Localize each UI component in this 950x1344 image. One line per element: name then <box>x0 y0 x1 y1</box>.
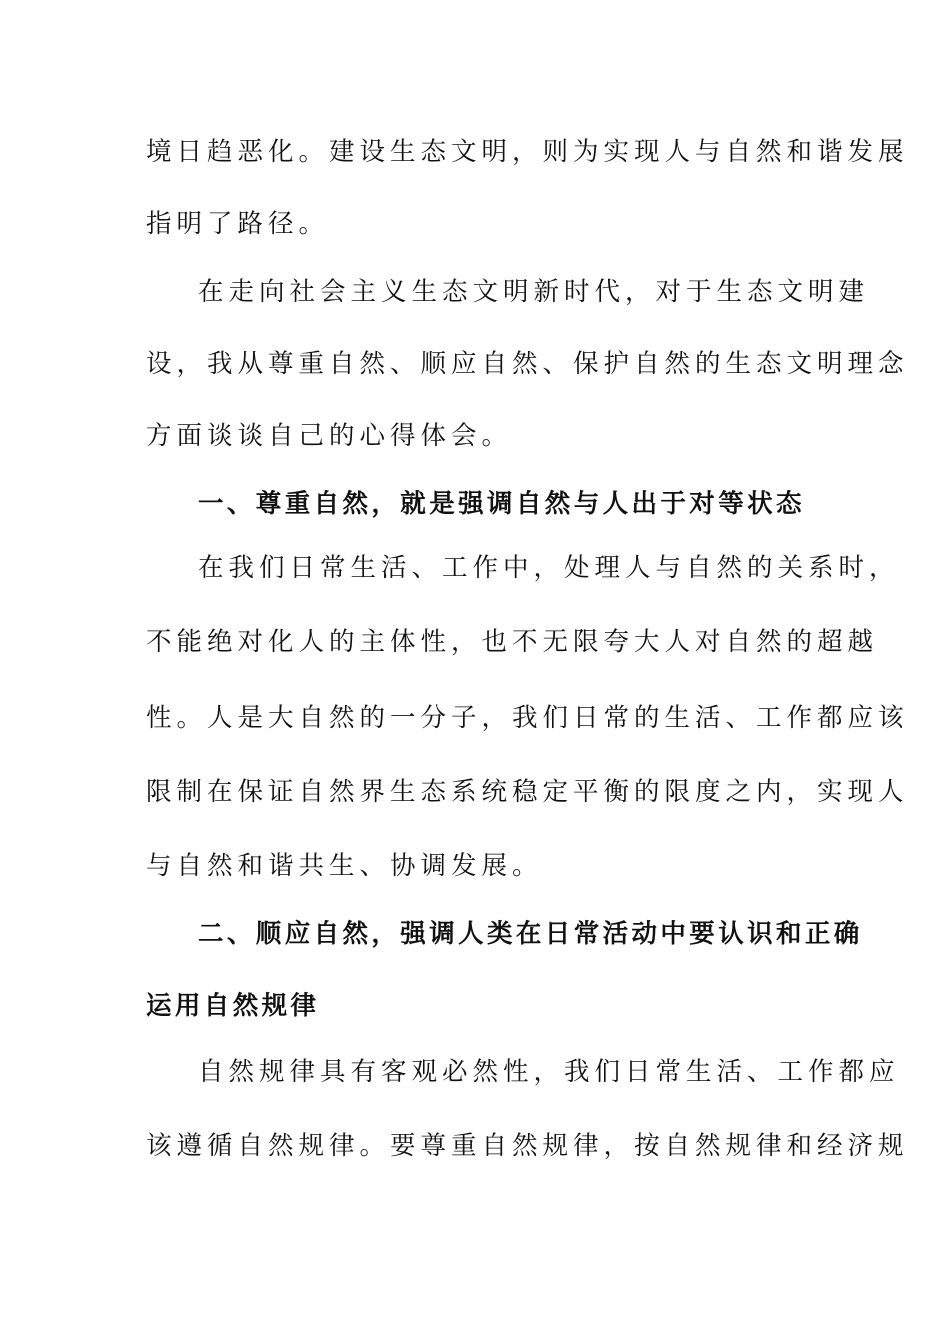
section-heading-1: 一、尊重自然，就是强调自然与人出于对等状态 <box>198 489 805 519</box>
paragraph-line: 与自然和谐共生、协调发展。 <box>146 851 543 881</box>
paragraph-line: 性。人是大自然的一分子，我们日常的生活、工作都应该 <box>146 703 909 733</box>
paragraph-line: 在走向社会主义生态文明新时代，对于生态文明建 <box>198 277 870 307</box>
paragraph-line: 设，我从尊重自然、顺应自然、保护自然的生态文明理念 <box>146 349 909 379</box>
section-heading-2: 二、顺应自然，强调人类在日常活动中要认识和正确 <box>198 919 863 949</box>
paragraph-line: 指明了路径。 <box>146 209 330 239</box>
paragraph-line: 限制在保证自然界生态系统稳定平衡的限度之内，实现人 <box>146 777 909 807</box>
section-heading-2-continued: 运用自然规律 <box>146 991 320 1021</box>
paragraph-line: 在我们日常生活、工作中，处理人与自然的关系时， <box>198 553 900 583</box>
paragraph-line: 不能绝对化人的主体性，也不无限夸大人对自然的超越 <box>146 627 879 657</box>
paragraph-line: 境日趋恶化。建设生态文明，则为实现人与自然和谐发展 <box>146 137 909 167</box>
paragraph-line: 该遵循自然规律。要尊重自然规律，按自然规律和经济规 <box>146 1131 909 1161</box>
paragraph-line: 自然规律具有客观必然性，我们日常生活、工作都应 <box>198 1057 900 1087</box>
paragraph-line: 方面谈谈自己的心得体会。 <box>146 421 513 451</box>
